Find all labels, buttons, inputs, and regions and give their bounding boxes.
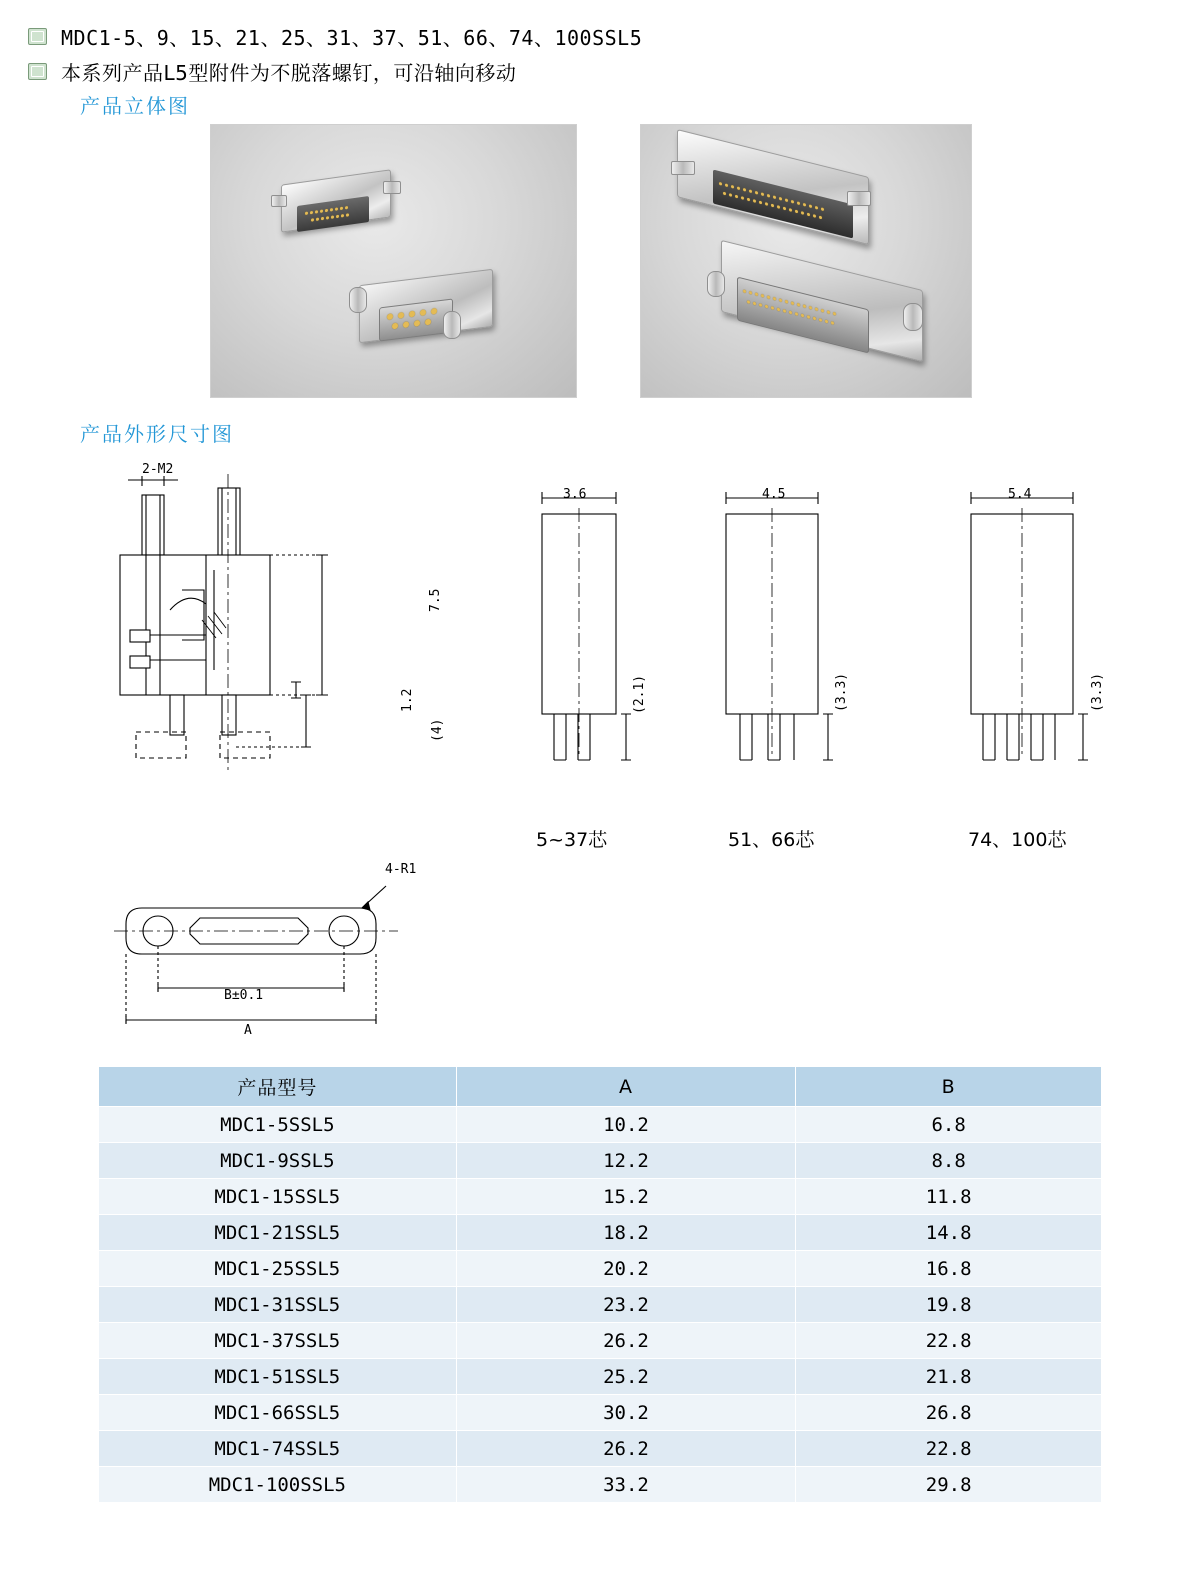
dimension-table (98, 1066, 1102, 1503)
label-width-5-4: 5.4 (1008, 487, 1032, 502)
cell-a: 33.2 (456, 1467, 796, 1503)
connector-upper-screw-right (383, 181, 401, 194)
bullet-item (28, 22, 642, 51)
table-row (99, 1467, 1102, 1503)
label-width-3-6: 3.6 (563, 487, 587, 502)
cell-a: 26.2 (456, 1323, 796, 1359)
cell-a: 30.2 (456, 1395, 796, 1431)
cell-b: 16.8 (796, 1251, 1102, 1287)
cell-model: MDC1-66SSL5 (99, 1395, 457, 1431)
cell-model: MDC1-100SSL5 (99, 1467, 457, 1503)
square-bullet-icon (28, 28, 47, 45)
table-header-a: A (456, 1067, 796, 1107)
table-row (99, 1359, 1102, 1395)
label-width-4-5: 4.5 (762, 487, 786, 502)
table-header-row (99, 1067, 1102, 1107)
label-B-tol: B±0.1 (224, 988, 264, 1003)
connector-hd-lower-screw-right (903, 303, 923, 331)
label-depth-3-3-b: (3.3) (1090, 672, 1105, 712)
variant-drawing-51-66 (710, 486, 840, 776)
cell-b: 11.8 (796, 1179, 1102, 1215)
cell-model: MDC1-15SSL5 (99, 1179, 457, 1215)
variant-drawing-5-37 (520, 486, 640, 776)
section-title-3d-view: 产品立体图 (80, 94, 190, 118)
table-row (99, 1215, 1102, 1251)
label-height-7-5: 7.5 (428, 588, 443, 612)
label-1-2: 1.2 (400, 688, 415, 712)
table-row (99, 1323, 1102, 1359)
connector-hd-upper-screw-left (671, 161, 695, 175)
cell-model: MDC1-31SSL5 (99, 1287, 457, 1323)
cell-b: 8.8 (796, 1143, 1102, 1179)
header-bullet-list (28, 22, 642, 92)
cell-model: MDC1-5SSL5 (99, 1107, 457, 1143)
caption-5-37: 5~37芯 (536, 829, 608, 851)
cell-b: 29.8 (796, 1467, 1102, 1503)
cell-b: 26.8 (796, 1395, 1102, 1431)
cell-b: 6.8 (796, 1107, 1102, 1143)
variant-drawing-74-100 (955, 486, 1095, 776)
table-row (99, 1251, 1102, 1287)
cell-a: 26.2 (456, 1431, 796, 1467)
bullet-text-description: 本系列产品L5型附件为不脱落螺钉，可沿轴向移动 (61, 61, 517, 85)
connector-hd-lower-screw-left (707, 271, 725, 297)
label-depth-2-1: (2.1) (632, 674, 647, 714)
footprint-drawing (100, 860, 460, 1050)
table-row (99, 1107, 1102, 1143)
table-header-model: 产品型号 (99, 1067, 457, 1107)
cell-a: 12.2 (456, 1143, 796, 1179)
cell-model: MDC1-25SSL5 (99, 1251, 457, 1287)
product-photo-right (640, 124, 972, 398)
caption-74-100: 74、100芯 (968, 829, 1067, 851)
table-header-b: B (796, 1067, 1102, 1107)
cell-model: MDC1-74SSL5 (99, 1431, 457, 1467)
label-2-M2: 2-M2 (142, 462, 174, 477)
cell-a: 10.2 (456, 1107, 796, 1143)
cell-b: 14.8 (796, 1215, 1102, 1251)
table-row (99, 1143, 1102, 1179)
square-bullet-icon (28, 63, 47, 80)
cell-a: 23.2 (456, 1287, 796, 1323)
label-depth-3-3-a: (3.3) (834, 672, 849, 712)
cell-a: 25.2 (456, 1359, 796, 1395)
connector-lower-screw-left (349, 287, 367, 313)
cell-model: MDC1-51SSL5 (99, 1359, 457, 1395)
label-paren-4: (4) (430, 718, 445, 742)
product-photo-left (210, 124, 577, 398)
table-row (99, 1179, 1102, 1215)
cell-model: MDC1-9SSL5 (99, 1143, 457, 1179)
label-4-R1: 4-R1 (385, 862, 417, 877)
cell-model: MDC1-37SSL5 (99, 1323, 457, 1359)
cell-a: 20.2 (456, 1251, 796, 1287)
cell-model: MDC1-21SSL5 (99, 1215, 457, 1251)
table-row (99, 1395, 1102, 1431)
cell-b: 22.8 (796, 1431, 1102, 1467)
connector-upper-screw-left (271, 195, 287, 207)
section-title-dimensions: 产品外形尺寸图 (80, 422, 234, 446)
connector-lower-screw-right (443, 311, 461, 339)
caption-51-66: 51、66芯 (728, 829, 815, 851)
bullet-item (28, 57, 642, 86)
cell-b: 22.8 (796, 1323, 1102, 1359)
connector-hd-upper-screw-right (847, 191, 871, 206)
cell-a: 18.2 (456, 1215, 796, 1251)
cell-b: 21.8 (796, 1359, 1102, 1395)
cell-b: 19.8 (796, 1287, 1102, 1323)
table-row (99, 1431, 1102, 1467)
main-section-drawing (110, 460, 470, 820)
cell-a: 15.2 (456, 1179, 796, 1215)
bullet-text-models: MDC1-5、9、15、21、25、31、37、51、66、74、100SSL5 (61, 26, 643, 50)
table-row (99, 1287, 1102, 1323)
label-A: A (244, 1023, 252, 1038)
